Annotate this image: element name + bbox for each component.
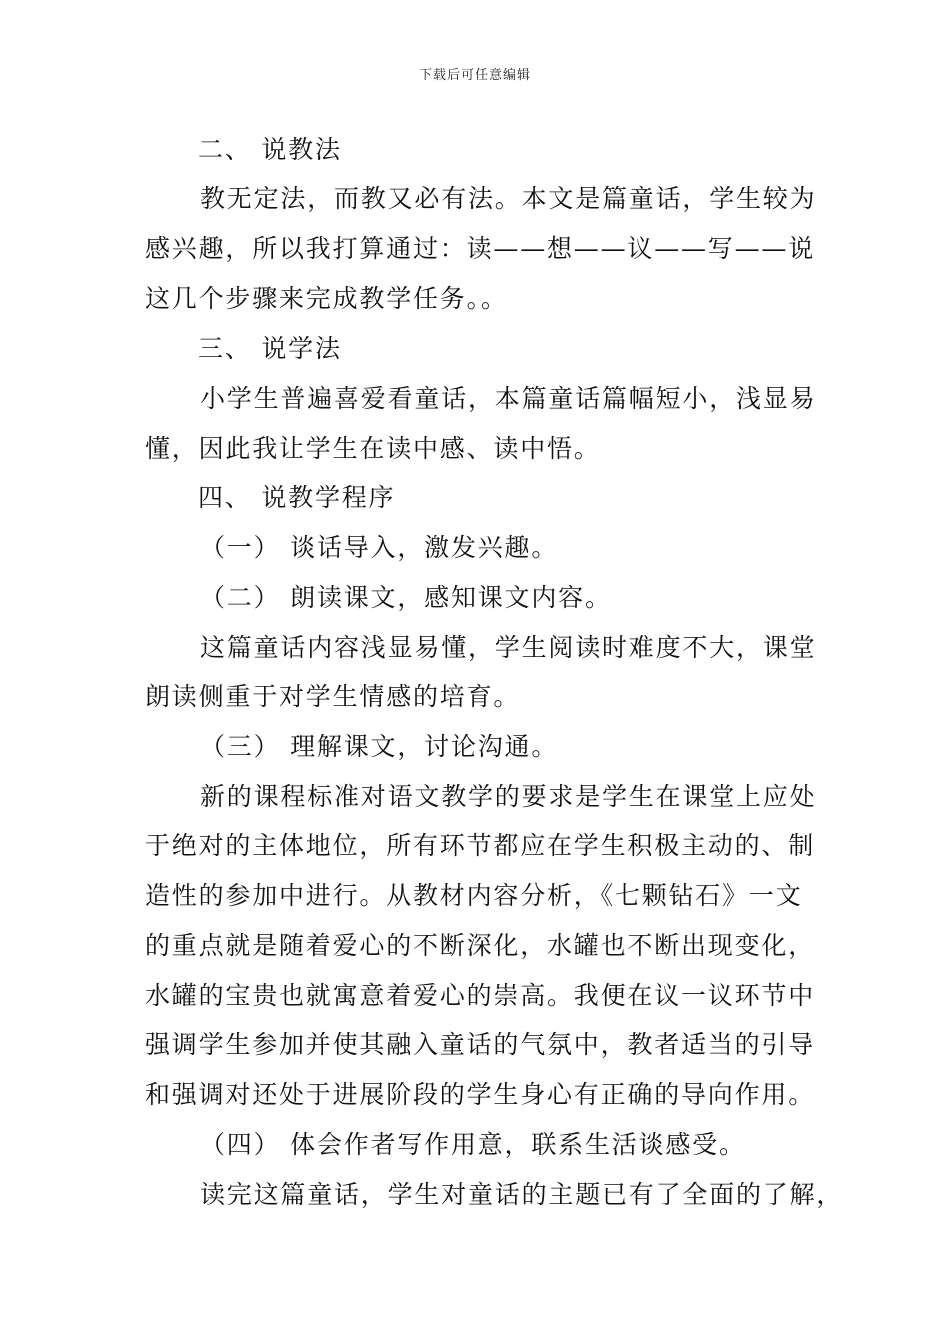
paragraph-line: 懂，因此我让学生在读中感、读中悟。 — [145, 434, 601, 463]
paragraph-line: 感兴趣，所以我打算通过：读——想——议——写——说 — [145, 234, 816, 263]
paragraph-line: 小学生普遍喜爱看童话，本篇童话篇幅短小，浅显易 — [200, 384, 817, 413]
subsection-heading: （三） 理解课文，讨论沟通。 — [200, 732, 559, 761]
paragraph-line: 教无定法，而教又必有法。本文是篇童话，学生较为 — [200, 184, 817, 213]
section-heading-teaching-method: 二、 说教法 — [198, 135, 342, 164]
paragraph-line: 这几个步骤来完成教学任务。。 — [145, 284, 508, 313]
page-header: 下载后可任意编辑 — [418, 68, 531, 83]
paragraph-line: 于绝对的主体地位，所有环节都应在学生积极主动的、制 — [145, 831, 816, 860]
subsection-heading: （四） 体会作者写作用意，联系生活谈感受。 — [200, 1130, 746, 1159]
paragraph-line: 的重点就是随着爱心的不断深化，水罐也不断出现变化， — [145, 931, 816, 960]
paragraph-line: 强调学生参加并使其融入童话的气氛中，教者适当的引导 — [145, 1030, 816, 1059]
paragraph-line: 读完这篇童话，学生对童话的主题已有了全面的了解， — [200, 1180, 844, 1209]
paragraph-line: 和强调对还处于进展阶段的学生身心有正确的导向作用。 — [145, 1080, 816, 1109]
paragraph-line: 这篇童话内容浅显易懂，学生阅读时难度不大，课堂 — [200, 633, 817, 662]
subsection-heading: （一） 谈话导入，激发兴趣。 — [200, 533, 559, 562]
paragraph-line: 造性的参加中进行。从教材内容分析，《七颗钻石》一文 — [145, 881, 803, 910]
section-heading-teaching-procedure: 四、 说教学程序 — [198, 483, 396, 512]
paragraph-line: 水罐的宝贵也就寓意着爱心的崇高。我便在议一议环节中 — [145, 981, 816, 1010]
subsection-heading: （二） 朗读课文，感知课文内容。 — [200, 583, 612, 612]
section-heading-learning-method: 三、 说学法 — [198, 334, 342, 363]
paragraph-line: 朗读侧重于对学生情感的培育。 — [145, 682, 521, 711]
paragraph-line: 新的课程标准对语文教学的要求是学生在课堂上应处 — [200, 782, 817, 811]
